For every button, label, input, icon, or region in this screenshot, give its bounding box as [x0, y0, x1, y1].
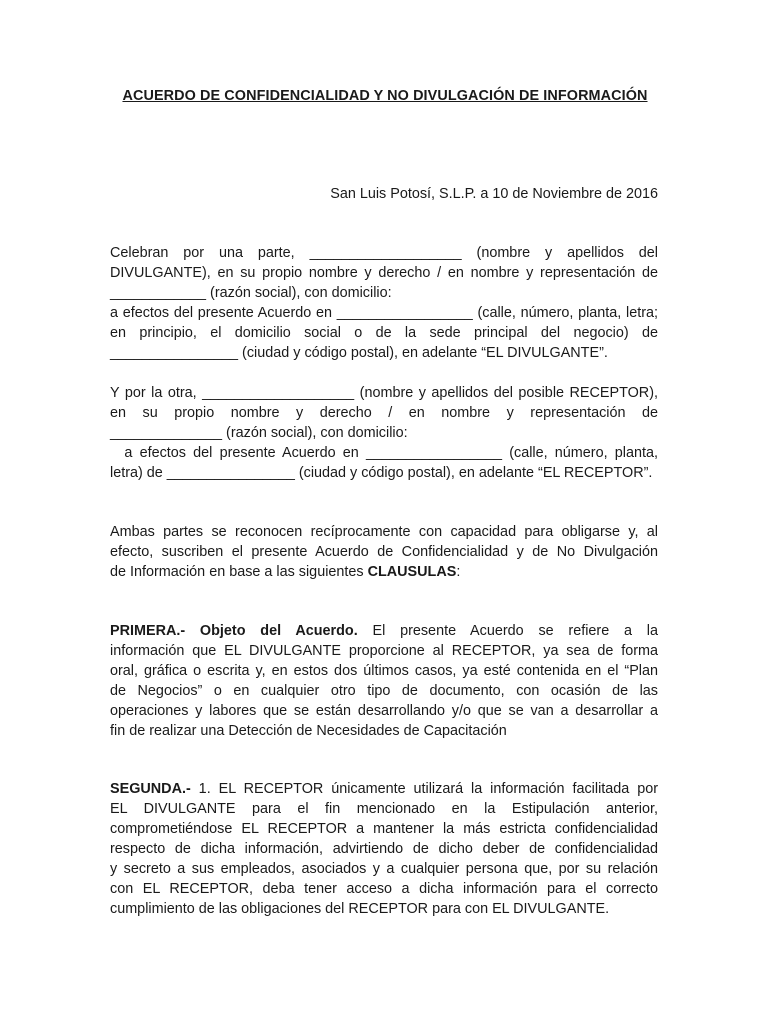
text-fragment: de Información en base a las siguientes — [110, 564, 368, 580]
paragraph-receptor — [110, 383, 658, 483]
clause-heading: PRIMERA.- Objeto del Acuerdo. — [110, 623, 358, 639]
text-line: Ambas partes se reconocen recíprocamente con capacidad para obligarse y, al — [110, 524, 658, 540]
text-line — [110, 779, 658, 799]
text-line: cumplimiento de las obligaciones del RECEPTOR para con EL DIVULGANTE. — [110, 901, 610, 917]
text-line: con EL RECEPTOR, deba tener acceso a dicha información para el correcto — [110, 881, 658, 897]
text-fragment: : — [456, 564, 461, 580]
text-line: Y por la otra, ___________________ (nombre y apellidos del posible RECEPTOR), — [110, 385, 658, 401]
clause-heading: SEGUNDA.- — [110, 781, 191, 797]
text-line: fin de realizar una Detección de Necesidades de Capacitación — [110, 723, 507, 739]
text-line: efecto, suscriben el presente Acuerdo de Confidencialidad y de No Divulgación — [110, 544, 658, 560]
paragraph-divulgante — [110, 243, 658, 363]
text-line: letra) de ________________ (ciudad y código postal), en adelante “EL RECEPTOR”. — [110, 465, 653, 481]
text-line: comprometiéndose EL RECEPTOR a mantener la más estricta confidencialidad — [110, 821, 658, 837]
text-line: ______________ (razón social), con domicilio: — [110, 425, 408, 441]
text-line: Celebran por una parte, ___________________ (nombre y apellidos del — [110, 245, 658, 261]
paragraph-ambas-partes — [110, 522, 658, 582]
text-fragment: El presente Acuerdo se refiere a la — [357, 623, 658, 639]
text-line: en principio, el domicilio social o de la sede principal del negocio) de — [110, 325, 658, 341]
text-line: operaciones y labores que se están desarrollando y/o que se van a desarrollar a — [110, 703, 658, 719]
text-line: ____________ (razón social), con domicilio: — [110, 285, 392, 301]
text-line — [110, 562, 658, 582]
document-title: ACUERDO DE CONFIDENCIALIDAD Y NO DIVULGACIÓN DE INFORMACIÓN — [122, 88, 648, 104]
text-line: información que EL DIVULGANTE proporcione al RECEPTOR, ya sea de forma — [110, 643, 658, 659]
text-line: oral, gráfica o escrita y, en estos dos últimos casos, ya esté contenida en el “Plan — [110, 663, 658, 679]
text-fragment: 1. EL RECEPTOR únicamente utilizará la información facilitada por — [190, 781, 658, 797]
clausulas-label: CLAUSULAS — [367, 564, 457, 580]
text-line: DIVULGANTE), en su propio nombre y derecho / en nombre y representación de — [110, 265, 658, 281]
text-line: respecto de dicha información, advirtiendo de dicho deber de confidencialidad — [110, 841, 658, 857]
text-line: y secreto a sus empleados, asociados y a cualquier persona que, por su relación — [110, 861, 658, 877]
clause-segunda — [110, 779, 658, 919]
clause-primera — [110, 621, 658, 741]
text-line: EL DIVULGANTE para el fin mencionado en la Estipulación anterior, — [110, 801, 658, 817]
text-line — [110, 621, 658, 641]
text-line: a efectos del presente Acuerdo en _________________ (calle, número, planta, letra; — [110, 305, 658, 321]
text-line: ________________ (ciudad y código postal), en adelante “EL DIVULGANTE”. — [110, 345, 608, 361]
place-date-line: San Luis Potosí, S.L.P. a 10 de Noviembre de 2016 — [330, 186, 658, 202]
text-line: de Negocios” o en cualquier otro tipo de documento, con ocasión de las — [110, 683, 658, 699]
text-line: en su propio nombre y derecho / en nombre y representación de — [110, 405, 658, 421]
text-line: a efectos del presente Acuerdo en _________________ (calle, número, planta, — [110, 445, 658, 461]
